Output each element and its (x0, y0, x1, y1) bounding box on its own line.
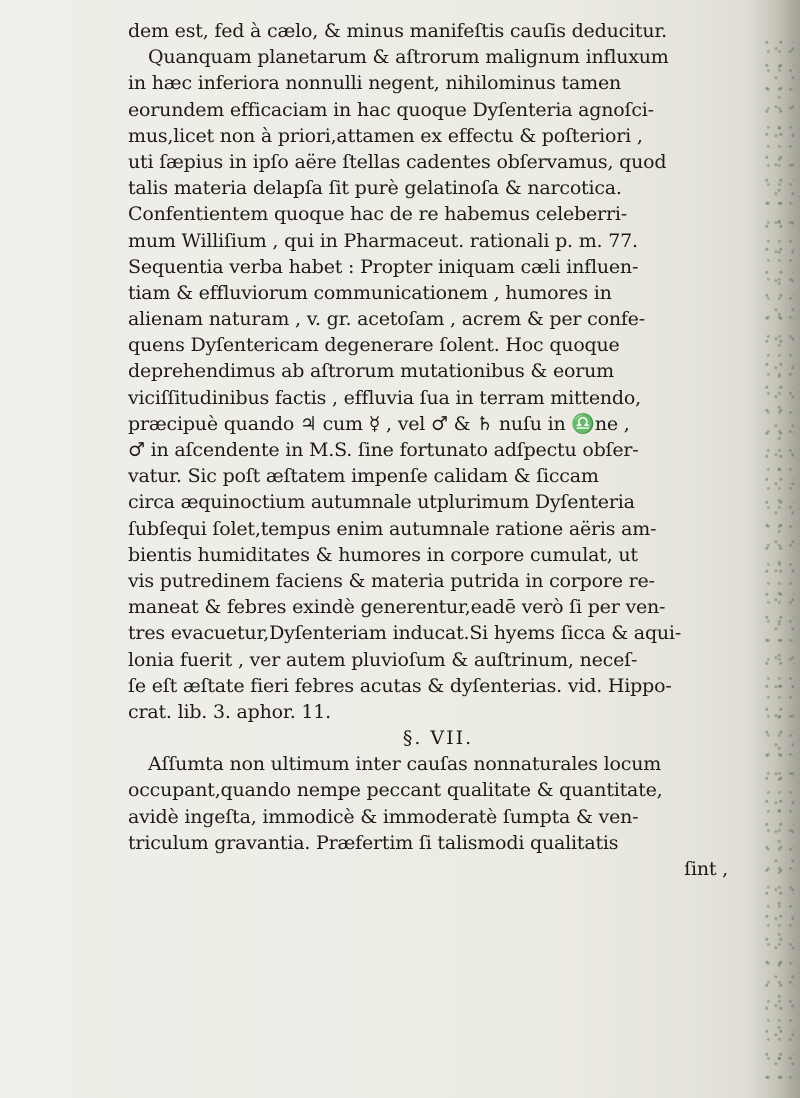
text-line: occupant,quando nempe peccant qualitate & quantitate, (128, 779, 663, 802)
text-line: ſe eſt æſtate fieri febres acutas & dyſenterias. vid. Hippo- (128, 674, 672, 697)
text-line: talis materia delapſa ſit purè gelatinoſa & narcotica. (128, 177, 622, 200)
text-line: alienam naturam , v. gr. acetoſam , acrem & per confe- (128, 308, 645, 331)
document-body (128, 18, 748, 882)
text-line: bientis humiditates & humores in corpore cumulat, ut (128, 543, 638, 566)
text-line: circa æquinoctium autumnale utplurimum Dyſenteria (128, 491, 635, 514)
text-line: maneat & febres exindè generentur,eadē verò ſi per ven- (128, 596, 666, 619)
text-line: Confentientem quoque hac de re habemus celeberri- (128, 203, 627, 226)
text-line: Sequentia verba habet : Propter iniquam cæli influen- (128, 255, 639, 278)
text-line: crat. lib. 3. aphor. 11. (128, 700, 331, 723)
section-heading: §. VII. (402, 727, 474, 750)
text-line: eorundem efficaciam in hac quoque Dyſenteria agnoſci- (128, 98, 654, 121)
text-line: in hæc inferiora nonnulli negent, nihilominus tamen (128, 72, 622, 95)
text-line: ♂ in aſcendente in M.S. ſine fortunato adſpectu obſer- (128, 439, 639, 461)
text-line: Quanquam planetarum & aſtrorum malignum influxum (148, 46, 669, 69)
text-line: uti ſæpius in ipſo aëre ſtellas cadentes obſervamus, quod (128, 150, 667, 173)
page-edge-speckle (764, 40, 794, 1080)
text-line: tiam & effluviorum communicationem , humores in (128, 281, 612, 304)
text-line: vatur. Sic poſt æſtatem impenſe calidam & ſiccam (128, 465, 599, 488)
text-line: vis putredinem faciens & materia putrida in corpore re- (128, 569, 655, 592)
text-line: lonia fuerit , ver autem pluvioſum & auſtrinum, neceſ- (128, 648, 638, 671)
text-line: deprehendimus ab aſtrorum mutationibus & eorum (128, 360, 614, 383)
catchword: ſint , (684, 858, 728, 880)
text-line: dem est, fed à cælo, & minus manifeſtis cauſis deducitur. (128, 20, 668, 42)
text-line: ſubſequi ſolet,tempus enim autumnale ratione aëris am- (128, 517, 657, 540)
text-line: avidè ingeſta, immodicè & immoderatè ſumpta & ven- (128, 805, 639, 828)
text-line: præcipuè quando ♃ cum ☿ , vel ♂ & ♄ nuſu in ♎ne , (128, 412, 630, 435)
text-line: mus,licet non à priori,attamen ex effectu & poſteriori , (128, 124, 643, 147)
text-line: triculum gravantia. Præfertim ſi talismodi qualitatis (128, 831, 619, 854)
text-line: tres evacuetur,Dyſenteriam inducat.Si hyems ſicca & aqui- (128, 622, 682, 645)
text-line: mum Williſium , qui in Pharmaceut. rationali p. m. 77. (128, 229, 638, 252)
text-line: Aſſumta non ultimum inter cauſas nonnaturales locum (148, 753, 662, 776)
text-line: quens Dyſentericam degenerare ſolent. Hoc quoque (128, 334, 620, 357)
text-line: viciſſitudinibus factis , effluvia ſua in terram mittendo, (128, 386, 641, 409)
